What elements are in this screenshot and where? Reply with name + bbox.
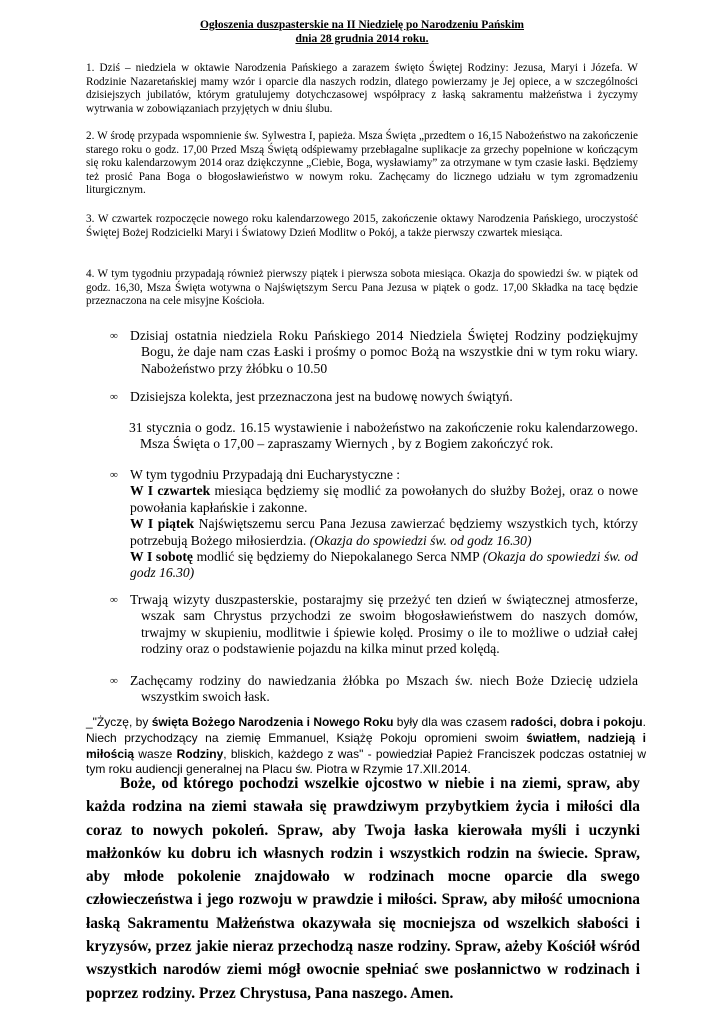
- first-friday-note: (Okazja do spowiedzi św. od godz 16.30): [309, 532, 532, 548]
- first-friday-label: W I piątek: [130, 516, 195, 532]
- first-saturday-text: modlić się będziemy do Niepokalanego Serca NMP: [192, 549, 483, 565]
- family-prayer: Boże, od którego pochodzi wszelkie ojcostwo w niebie i na ziemi, spraw, aby każda rodzina na ziemi stawała się prawdziwym przybytkiem życia i miłości dla coraz to nowych pokoleń. Spraw, aby Twoja łaska kierowała myśli i uczynki małżonków ku dobru ich własnych rodzin i wszystkich rodzin na świecie. Spraw, aby młode pokolenie znajdowało w rodzinach mocne oparcie dla swego człowieczeństwa i jego rozwoju w prawdzie i miłości. Spraw, aby miłość umocniona łaską Sakramentu Małżeństwa okazywała się mocniejsza od wszelkich słabości i kryzysów, przez jakie nieraz przechodzą nasze rodziny. Spraw, ażeby Kościół wśród wszystkich narodów ziemi mógł owocnie spełniać swe posłannictwo w rodzinach i poprzez rodziny. Przez Chrystusa, Pana naszego. Amen.: [86, 775, 640, 1002]
- infinity-bullet-icon: ∞: [110, 594, 118, 606]
- first-thursday-label: W I czwartek: [130, 483, 211, 499]
- bullet-item-nativity-visit: [110, 673, 638, 706]
- announcement-4: 4. W tym tygodniu przypadają również pierwszy piątek i pierwsza sobota miesiąca. Okazja do spowiedzi św. w piątek od godz. 16,30, Msza Święta wotywna o Najświętszym Sercu Pana Jezusa w piątek o godz. 17,00 Składka na tacę będzie przeznaczona na cele misyjne Kościoła.: [86, 268, 638, 308]
- eucharistic-days-intro: W tym tygodniu Przypadają dni Eucharystyczne :: [130, 467, 401, 482]
- bullet-item-year-end-service: [110, 420, 638, 453]
- bullet-text: Dzisiejsza kolekta, jest przeznaczona jest na budowę nowych świątyń.: [130, 389, 513, 404]
- announcement-3: 3. W czwartek rozpoczęcie nowego roku kalendarzowego 2015, zakończenie oktawy Narodzenia Pańskiego, uroczystość Świętej Bożej Rodzicielki Maryi i Światowy Dzień Modlitw o Pokój, a także pierwszy czwartek miesiąca.: [86, 213, 638, 239]
- bullet-text: Trwają wizyty duszpasterskie, postarajmy się przeżyć ten dzień w świątecznej atmosferze, wszak sam Chrystus przychodzi ze swoim błogosławieństwem do naszych domów, trwajmy w skupieniu, modlitwie i śpiewie kolęd. Prosimy o ile to możliwe o udział całej rodziny oraz o podstawienie pojazdu na kilka minut przed kolędą.: [130, 592, 638, 657]
- bullet-text: [130, 467, 638, 582]
- first-friday-text: Najświętszemu sercu Pana Jezusa zawierzać będziemy wszystkich tych, którzy potrzebują Bożego miłosierdzia.: [130, 516, 638, 548]
- infinity-bullet-icon: ∞: [110, 469, 118, 481]
- first-saturday-note: (Okazja do spowiedzi św. od godz 16.30): [130, 549, 638, 581]
- pope-francis-quote: _"Życzę, by święta Bożego Narodzenia i Nowego Roku były dla was czasem radości, dobra i pokoju. Niech przychodzący na ziemię Emmanuel, Książę Pokoju opromieni swoim światłem, nadzieją i miłością wasze Rodziny, bliskich, każdego z was" - powiedział Papież Franciszek podczas ostatniej w tym roku audiencji generalnej na Placu św. Piotra w Rzymie 17.XII.2014.: [86, 715, 647, 777]
- bullet-item-pastoral-visits: [110, 592, 638, 658]
- bullet-item-collection: [110, 389, 638, 405]
- infinity-bullet-icon: ∞: [110, 330, 118, 342]
- announcement-2: 2. W środę przypada wspomnienie św. Sylwestra I, papieża. Msza Święta „przedtem o 16,15 Nabożeństwo na zakończenie starego roku o godz. 17,00 Przed Mszą Świętą odśpiewamy przebłagalne suplikacje za grzechy popełnione w kończącym się roku kalendarzowym 2014 oraz dziękczynne „Ciebie, Boga, wysławiamy” za otrzymane w tym czasie łaski. Będziemy też prosić Pana Boga o błogosławieństwo w nowym roku. Zachęcamy do licznego udziału w tym zgromadzeniu liturgicznym.: [86, 130, 638, 197]
- announcement-1: 1. Dziś – niedziela w oktawie Narodzenia Pańskiego a zarazem święto Świętej Rodziny: Jezusa, Maryi i Józefa. W Rodzinie Nazaretańskiej mamy wzór i oparcie dla naszych rodzin, dlatego powierzamy je Jej opiece, a w szczególności dzisiejszych jubilatów, którym gratulujemy dotychczasowej współpracy z łaską sakramentu małżeństwa i życzymy wytrwania w zobowiązaniach przyjętych w dniu ślubu.: [86, 62, 638, 115]
- document-title-line-2: dnia 28 grudnia 2014 roku.: [295, 33, 429, 45]
- bullet-item-eucharistic-days: [110, 467, 638, 582]
- bullet-text: Dzisiaj ostatnia niedziela Roku Pańskiego 2014 Niedziela Świętej Rodziny podziękujmy Bogu, że daje nam czas Łaski i prośmy o pomoc Bożą na wszystkie dni w tym roku wiary. Nabożeństwo przy żłóbku o 10.50: [130, 328, 638, 376]
- bullet-item-last-sunday: [110, 328, 638, 377]
- first-thursday-text: miesiąca będziemy się modlić za powołanych do służby Bożej, oraz o nowe powołania kapłańskie i zakonne.: [130, 483, 638, 515]
- infinity-bullet-icon: ∞: [110, 391, 118, 403]
- first-saturday-label: W I sobotę: [130, 549, 193, 565]
- bullet-text: Zachęcamy rodziny do nawiedzania żłóbka po Mszach św. niech Boże Dziecię udziela wszystkim swoich łask.: [130, 673, 638, 705]
- infinity-bullet-icon: ∞: [110, 675, 118, 687]
- document-title-line-1: Ogłoszenia duszpasterskie na II Niedzielę po Narodzeniu Pańskim: [199, 19, 525, 31]
- bullet-text: 31 stycznia o godz. 16.15 wystawienie i nabożeństwo na zakończenie roku kalendarzowego. Msza Święta o 17,00 – zapraszamy Wiernych , by z Bogiem zakończyć rok.: [129, 420, 638, 452]
